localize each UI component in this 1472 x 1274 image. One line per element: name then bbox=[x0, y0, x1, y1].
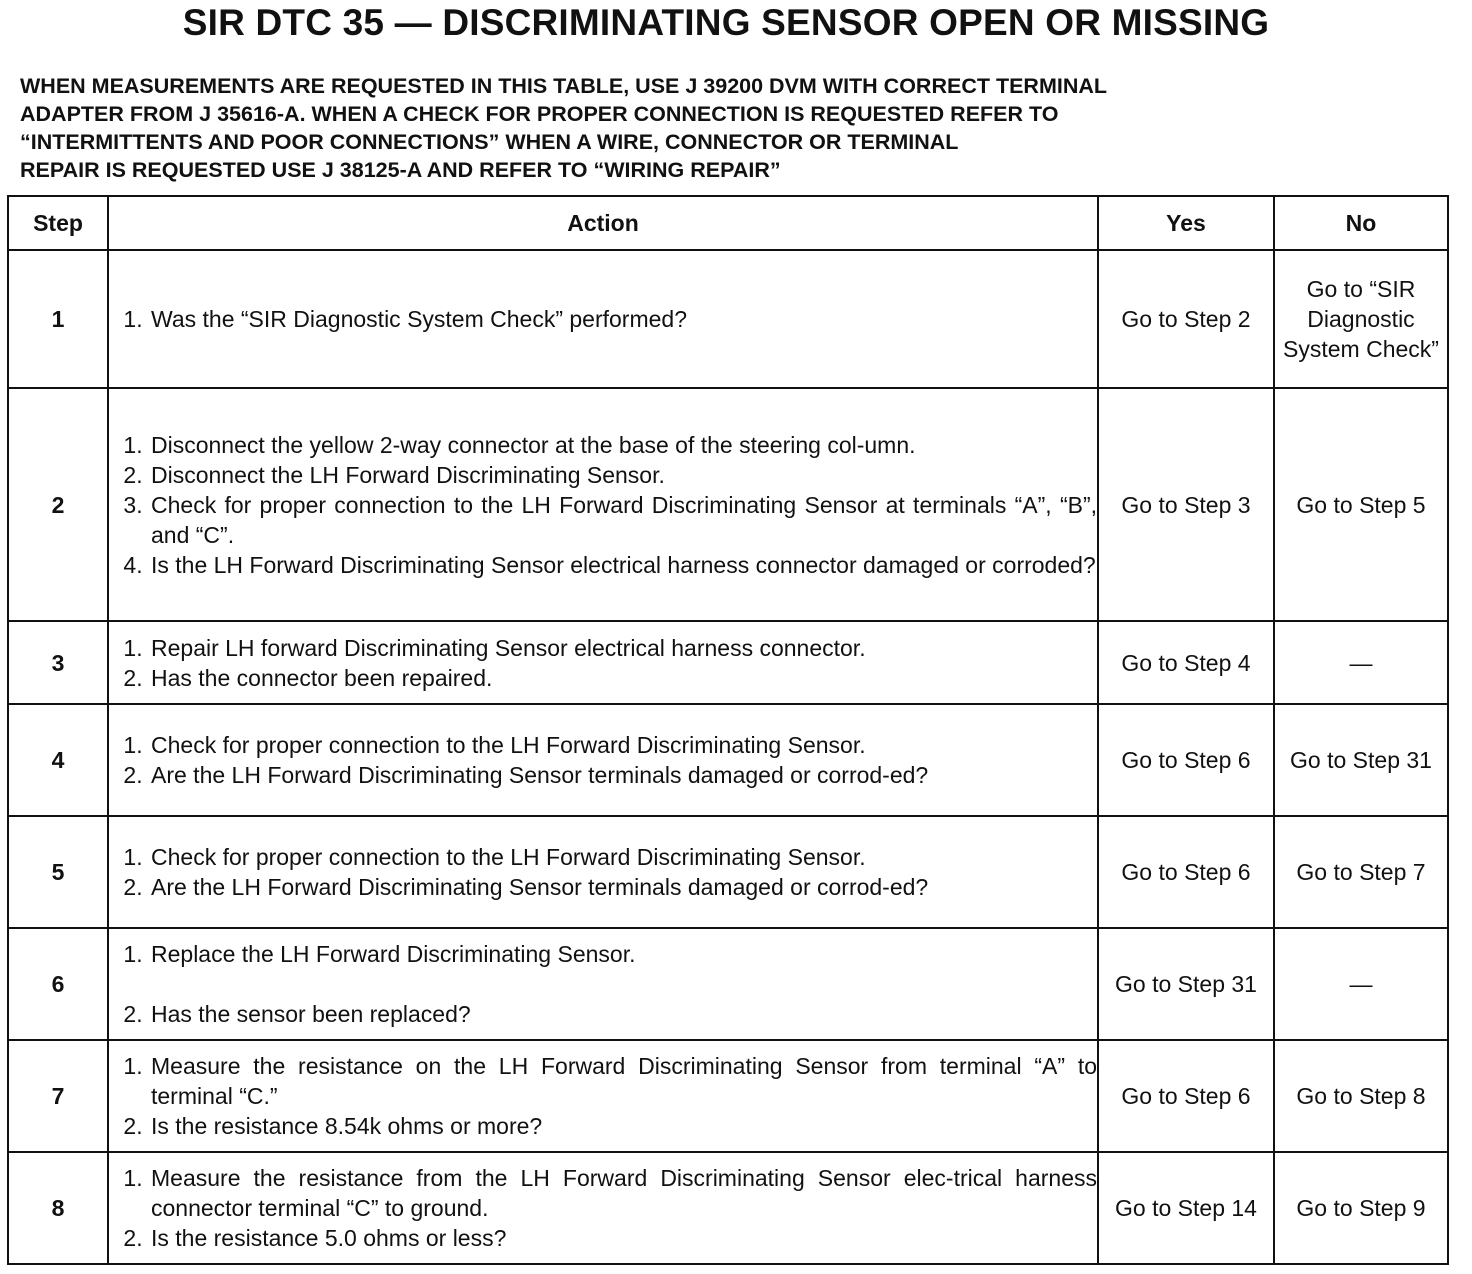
action-item: 2. Disconnect the LH Forward Discriminating Sensor. bbox=[149, 460, 1097, 490]
action-item: 2. Is the resistance 5.0 ohms or less? bbox=[149, 1223, 1097, 1253]
action-cell bbox=[108, 250, 1098, 388]
column-header-step: Step bbox=[8, 196, 108, 250]
yes-outcome: Go to Step 4 bbox=[1098, 621, 1274, 704]
no-outcome: — bbox=[1274, 928, 1448, 1040]
instructions-line: ADAPTER FROM J 35616-A. WHEN A CHECK FOR PROPER CONNECTION IS REQUESTED REFER TO bbox=[20, 102, 1059, 126]
action-item: 1. Measure the resistance on the LH Forward Discriminating Sensor from terminal “A” to terminal “C.” bbox=[149, 1051, 1097, 1111]
step-number: 4 bbox=[8, 704, 108, 816]
yes-outcome: Go to Step 6 bbox=[1098, 704, 1274, 816]
table-row bbox=[8, 704, 1448, 816]
table-header-row bbox=[8, 196, 1448, 250]
action-cell bbox=[108, 1040, 1098, 1152]
action-item: 3. Check for proper connection to the LH Forward Discriminating Sensor at terminals “A”, “B”, and “C”. bbox=[149, 490, 1097, 550]
step-number: 7 bbox=[8, 1040, 108, 1152]
diagnostic-table bbox=[7, 195, 1449, 1265]
action-item: 4. Is the LH Forward Discriminating Sensor electrical harness connector damaged or corroded? bbox=[149, 550, 1097, 580]
action-cell bbox=[108, 704, 1098, 816]
action-item: 1. Check for proper connection to the LH Forward Discriminating Sensor. bbox=[149, 842, 1097, 872]
step-number: 6 bbox=[8, 928, 108, 1040]
yes-outcome: Go to Step 14 bbox=[1098, 1152, 1274, 1264]
table-row bbox=[8, 1040, 1448, 1152]
column-header-yes: Yes bbox=[1098, 196, 1274, 250]
instructions-paragraph bbox=[20, 72, 1400, 184]
step-number: 5 bbox=[8, 816, 108, 928]
step-number: 3 bbox=[8, 621, 108, 704]
action-item: 2. Is the resistance 8.54k ohms or more? bbox=[149, 1111, 1097, 1141]
no-outcome: Go to Step 31 bbox=[1274, 704, 1448, 816]
step-number: 8 bbox=[8, 1152, 108, 1264]
instructions-line: WHEN MEASUREMENTS ARE REQUESTED IN THIS TABLE, USE J 39200 DVM WITH CORRECT TERMINAL bbox=[20, 74, 1108, 98]
no-outcome: Go to Step 7 bbox=[1274, 816, 1448, 928]
no-outcome: Go to Step 9 bbox=[1274, 1152, 1448, 1264]
action-item: 1. Check for proper connection to the LH Forward Discriminating Sensor. bbox=[149, 730, 1097, 760]
yes-outcome: Go to Step 3 bbox=[1098, 388, 1274, 621]
action-item: 2. Has the sensor been replaced? bbox=[149, 999, 1097, 1029]
yes-outcome: Go to Step 6 bbox=[1098, 816, 1274, 928]
table-row bbox=[8, 621, 1448, 704]
action-item: 1. Replace the LH Forward Discriminating Sensor. bbox=[149, 939, 1097, 969]
yes-outcome: Go to Step 6 bbox=[1098, 1040, 1274, 1152]
no-outcome: Go to “SIR Diagnostic System Check” bbox=[1274, 250, 1448, 388]
instructions-line: “INTERMITTENTS AND POOR CONNECTIONS” WHEN A WIRE, CONNECTOR OR TERMINAL bbox=[20, 130, 959, 154]
action-item: 2. Has the connector been repaired. bbox=[149, 663, 1097, 693]
action-item: 2. Are the LH Forward Discriminating Sensor terminals damaged or corrod-ed? bbox=[149, 760, 1097, 790]
table-row bbox=[8, 816, 1448, 928]
action-cell bbox=[108, 621, 1098, 704]
page-title: SIR DTC 35 — DISCRIMINATING SENSOR OPEN OR MISSING bbox=[182, 2, 1270, 43]
no-outcome: — bbox=[1274, 621, 1448, 704]
table-row bbox=[8, 388, 1448, 621]
table-row bbox=[8, 1152, 1448, 1264]
column-header-action: Action bbox=[108, 196, 1098, 250]
table-row bbox=[8, 250, 1448, 388]
action-item: 1. Repair LH forward Discriminating Sensor electrical harness connector. bbox=[149, 633, 1097, 663]
step-number: 2 bbox=[8, 388, 108, 621]
action-item: 2. Are the LH Forward Discriminating Sensor terminals damaged or corrod-ed? bbox=[149, 872, 1097, 902]
action-cell bbox=[108, 388, 1098, 621]
yes-outcome: Go to Step 31 bbox=[1098, 928, 1274, 1040]
table-row bbox=[8, 928, 1448, 1040]
action-item: 1. Was the “SIR Diagnostic System Check” performed? bbox=[149, 304, 1097, 334]
no-outcome: Go to Step 8 bbox=[1274, 1040, 1448, 1152]
no-outcome: Go to Step 5 bbox=[1274, 388, 1448, 621]
instructions-line: REPAIR IS REQUESTED USE J 38125-A AND REFER TO “WIRING REPAIR” bbox=[20, 158, 781, 182]
action-cell bbox=[108, 816, 1098, 928]
column-header-no: No bbox=[1274, 196, 1448, 250]
action-cell bbox=[108, 1152, 1098, 1264]
step-number: 1 bbox=[8, 250, 108, 388]
yes-outcome: Go to Step 2 bbox=[1098, 250, 1274, 388]
action-item: 1. Disconnect the yellow 2-way connector at the base of the steering col-umn. bbox=[149, 430, 1097, 460]
action-cell bbox=[108, 928, 1098, 1040]
action-item: 1. Measure the resistance from the LH Forward Discriminating Sensor elec-trical harness connector terminal “C” to ground. bbox=[149, 1163, 1097, 1223]
